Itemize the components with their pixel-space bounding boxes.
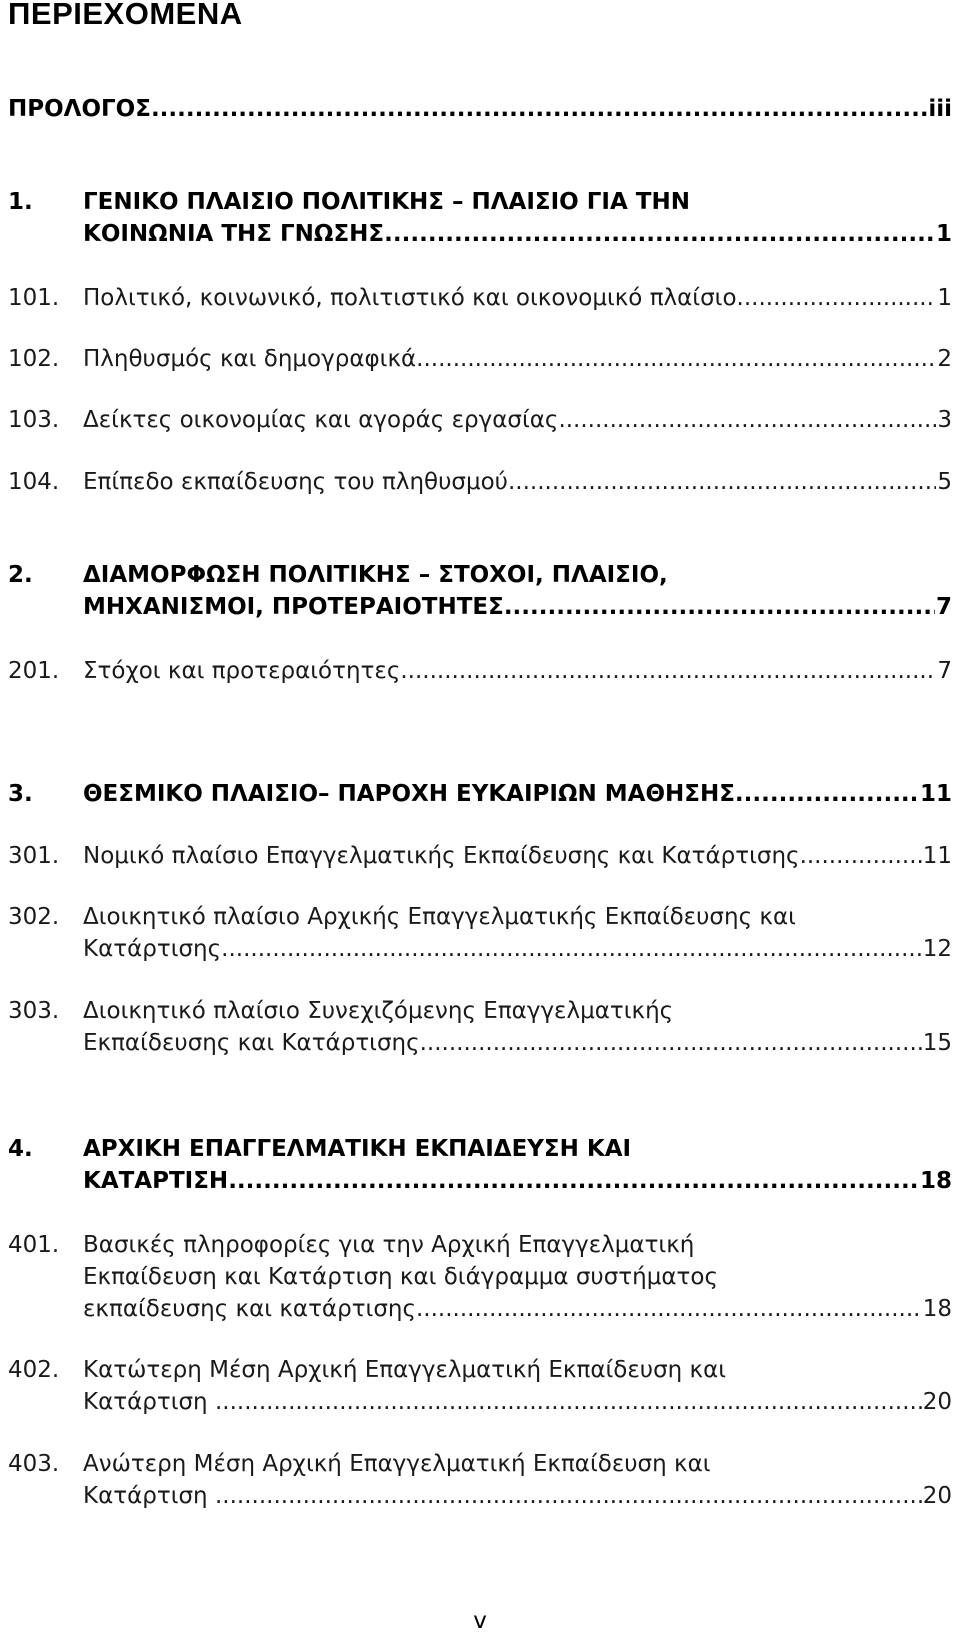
toc-entry-text: ΚΟΙΝΩΝΙΑ ΤΗΣ ΓΝΩΣΗΣ — [83, 221, 385, 247]
toc-entry-text: Δείκτες οικονομίας και αγοράς εργασίας — [83, 407, 559, 433]
toc-entry-number: 1. — [8, 189, 33, 215]
toc-entry-text: εκπαίδευσης και κατάρτισης — [83, 1296, 416, 1322]
toc-entry-text: ΔΙΑΜΟΡΦΩΣΗ ΠΟΛΙΤΙΚΗΣ – ΣΤΟΧΟΙ, ΠΛΑΙΣΙΟ, — [83, 562, 668, 588]
leader-dots — [800, 840, 922, 872]
toc-entry-page: 3 — [937, 407, 952, 433]
toc-entry-page: 1 — [937, 285, 952, 311]
leader-dots — [558, 404, 936, 436]
toc-entry-text: Νομικό πλαίσιο Επαγγελματικής Εκπαίδευσης και Κατάρτισης — [83, 843, 800, 869]
toc-entry-number: 101. — [8, 285, 60, 311]
toc-section-104[interactable] — [8, 466, 952, 498]
toc-entry-page: 18 — [919, 1168, 952, 1194]
toc-entry-page: 20 — [922, 1389, 952, 1415]
toc-entry-text: Εκπαίδευσης και Κατάρτισης — [83, 1030, 420, 1056]
toc-entry-text: Επίπεδο εκπαίδευσης του πληθυσμού — [83, 469, 508, 495]
toc-entry-number: 4. — [8, 1136, 33, 1162]
toc-entry-text: Διοικητικό πλαίσιο Αρχικής Επαγγελματικής Εκπαίδευσης και — [83, 904, 796, 930]
toc-chapter-3[interactable] — [8, 778, 952, 810]
toc-entry-page: 7 — [937, 658, 952, 684]
toc-entry-text: Εκπαίδευση και Κατάρτιση και διάγραμμα συστήματος — [83, 1264, 718, 1290]
toc-section-403[interactable] — [8, 1448, 952, 1512]
toc-entry-page: iii — [928, 96, 952, 122]
leader-dots — [416, 343, 936, 375]
toc-entry-label: ΠΡΟΛΟΓΟΣ — [8, 96, 151, 122]
toc-entry-number: 103. — [8, 407, 60, 433]
toc-entry-number: 104. — [8, 469, 60, 495]
toc-entry-text: Κατώτερη Μέση Αρχική Επαγγελματική Εκπαίδευση και — [83, 1357, 727, 1383]
page-title: ΠΕΡΙΕΧΟΜΕΝΑ — [8, 0, 243, 31]
toc-entry-page: 12 — [922, 936, 952, 962]
leader-dots — [384, 218, 935, 250]
toc-section-402[interactable] — [8, 1354, 952, 1418]
toc-entry-text: ΓΕΝΙΚΟ ΠΛΑΙΣΙΟ ΠΟΛΙΤΙΚΗΣ – ΠΛΑΙΣΙΟ ΓΙΑ ΤΗΝ — [83, 189, 690, 215]
toc-entry-number: 403. — [8, 1451, 60, 1477]
toc-entry-prologue[interactable] — [8, 96, 952, 128]
toc-chapter-2[interactable] — [8, 559, 952, 623]
toc-entry-text: Κατάρτισης — [83, 936, 222, 962]
leader-dots — [151, 96, 928, 122]
toc-entry-text: Πληθυσμός και δημογραφικά — [83, 346, 417, 372]
toc-entry-text: ΑΡΧΙΚΗ ΕΠΑΓΓΕΛΜΑΤΙΚΗ ΕΚΠΑΙΔΕΥΣΗ ΚΑΙ — [83, 1136, 632, 1162]
leader-dots — [420, 1027, 922, 1059]
toc-entry-page: 5 — [937, 469, 952, 495]
toc-entry-number: 301. — [8, 843, 60, 869]
leader-dots — [735, 778, 919, 810]
toc-entry-page: 7 — [935, 594, 952, 620]
toc-entry-page: 18 — [922, 1296, 952, 1322]
leader-dots — [215, 1480, 922, 1512]
toc-entry-text: Πολιτικό, κοινωνικό, πολιτιστικό και οικονομικό πλαίσιο — [83, 285, 737, 311]
toc-section-303[interactable] — [8, 995, 952, 1059]
toc-entry-text: Διοικητικό πλαίσιο Συνεχιζόμενης Επαγγελματικής — [83, 998, 674, 1024]
toc-entry-text: ΘΕΣΜΙΚΟ ΠΛΑΙΣΙΟ– ΠΑΡΟΧΗ ΕΥΚΑΙΡΙΩΝ ΜΑΘΗΣΗΣ — [83, 781, 735, 807]
toc-section-103[interactable] — [8, 404, 952, 436]
toc-entry-number: 402. — [8, 1357, 60, 1383]
leader-dots — [400, 655, 936, 687]
leader-dots — [228, 1165, 919, 1197]
toc-section-401[interactable] — [8, 1229, 952, 1325]
leader-dots — [416, 1293, 922, 1325]
toc-entry-text: Βασικές πληροφορίες για την Αρχική Επαγγελματική — [83, 1232, 695, 1258]
toc-entry-page: 11 — [919, 781, 952, 807]
toc-entry-text: ΚΑΤΑΡΤΙΣΗ — [83, 1168, 229, 1194]
toc-entry-page: 2 — [937, 346, 952, 372]
toc-entry-number: 3. — [8, 781, 33, 807]
page-number: v — [473, 1608, 487, 1634]
toc-entry-number: 401. — [8, 1232, 60, 1258]
toc-section-301[interactable] — [8, 840, 952, 872]
toc-entry-number: 302. — [8, 904, 60, 930]
leader-dots — [504, 591, 935, 623]
leader-dots — [215, 1386, 922, 1418]
toc-entry-page: 15 — [922, 1030, 952, 1056]
leader-dots — [221, 933, 922, 965]
toc-chapter-1[interactable] — [8, 186, 952, 250]
toc-entry-page: 1 — [935, 221, 952, 247]
leader-dots — [508, 466, 936, 498]
toc-entry-page: 20 — [922, 1483, 952, 1509]
toc-section-302[interactable] — [8, 901, 952, 965]
toc-entry-number: 303. — [8, 998, 60, 1024]
toc-section-102[interactable] — [8, 343, 952, 375]
toc-chapter-4[interactable] — [8, 1133, 952, 1197]
toc-entry-text: Κατάρτιση — [83, 1389, 215, 1415]
toc-section-101[interactable] — [8, 282, 952, 314]
toc-entry-text: Στόχοι και προτεραιότητες — [83, 658, 401, 684]
toc-entry-page: 11 — [922, 843, 952, 869]
toc-entry-number: 2. — [8, 562, 33, 588]
leader-dots — [737, 282, 937, 314]
toc-entry-text: Κατάρτιση — [83, 1483, 215, 1509]
toc-section-201[interactable] — [8, 655, 952, 687]
toc-entry-text: Ανώτερη Μέση Αρχική Επαγγελματική Εκπαίδευση και — [83, 1451, 711, 1477]
toc-entry-number: 201. — [8, 658, 60, 684]
toc-entry-number: 102. — [8, 346, 60, 372]
toc-entry-text: ΜΗΧΑΝΙΣΜΟΙ, ΠΡΟΤΕΡΑΙΟΤΗΤΕΣ — [83, 594, 504, 620]
